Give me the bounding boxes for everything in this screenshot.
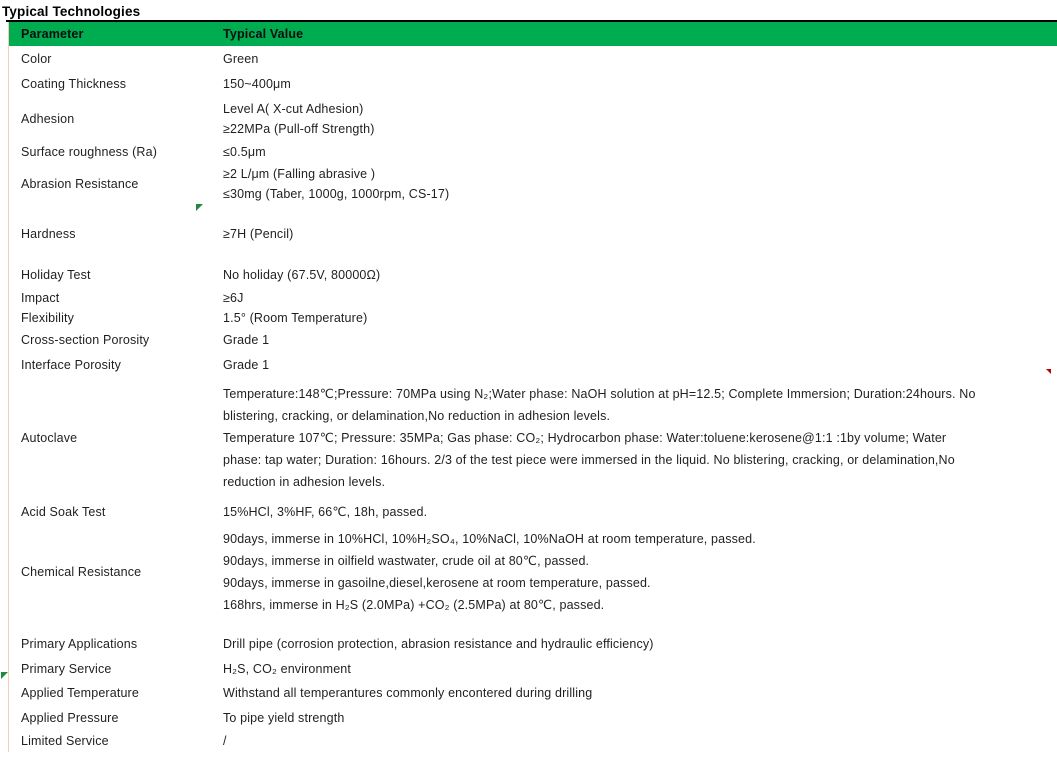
parameter-cell: Impact (21, 291, 60, 305)
value-cell (223, 708, 1057, 728)
table-row (9, 352, 1057, 378)
table-row (9, 498, 1057, 526)
value-cell (223, 308, 1057, 328)
table-row (9, 71, 1057, 97)
value-line: Temperature:148℃;Pressure: 70MPa using N₂;Water phase: NaOH solution at pH=12.5; Complete Immersion; Duration:24hours. No (223, 387, 976, 401)
value-line: ≤0.5μm (223, 144, 266, 159)
value-line: / (223, 734, 227, 748)
value-line: 168hrs, immerse in H₂S (2.0MPa) +CO₂ (2.5MPa) at 80℃, passed. (223, 598, 605, 612)
parameter-cell: Interface Porosity (21, 358, 121, 372)
table-row (9, 526, 1057, 618)
value-line: Drill pipe (corrosion protection, abrasion resistance and hydraulic efficiency) (223, 637, 654, 651)
parameter-cell: Coating Thickness (21, 77, 127, 91)
value-cell (223, 74, 1057, 94)
value-cell (223, 355, 1057, 375)
red-corner-marker-icon (1046, 369, 1051, 374)
value-line: ≥2 L/μm (Falling abrasive ) (223, 167, 376, 181)
value-line: ≥6J (223, 291, 244, 305)
table-row (9, 328, 1057, 352)
value-line: Withstand all temperantures commonly encontered during drilling (223, 685, 593, 700)
parameter-cell: Primary Service (21, 661, 112, 676)
value-line: 90days, immerse in oilfield wastwater, crude oil at 80℃, passed. (223, 554, 590, 568)
green-corner-marker-icon (1, 672, 8, 679)
value-cell (223, 330, 1057, 350)
value-line: ≥22MPa (Pull-off Strength) (223, 122, 375, 136)
value-line: Green (223, 51, 259, 66)
table-row (9, 162, 1057, 206)
value-cell (223, 383, 1057, 493)
value-cell (223, 288, 1057, 308)
table-row (9, 262, 1057, 288)
table-row (9, 288, 1057, 308)
value-line: Grade 1 (223, 333, 270, 347)
parameter-cell: Acid Soak Test (21, 505, 106, 519)
table-header-row (9, 22, 1057, 46)
value-cell (223, 528, 1057, 616)
value-cell (223, 99, 1057, 139)
value-line: phase: tap water; Duration: 16hours. 2/3 of the test piece were immersed in the liquid. No blistering, cracking, or delamination,No (223, 453, 955, 467)
value-cell (223, 49, 1057, 69)
value-line: Level A( X-cut Adhesion) (223, 102, 364, 116)
spec-table (8, 22, 1057, 752)
table-row (9, 46, 1057, 71)
parameter-cell: Applied Temperature (21, 685, 139, 700)
value-line: blistering, cracking, or delamination,No reduction in adhesion levels. (223, 409, 611, 423)
value-line: 90days, immerse in 10%HCl, 10%H₂SO₄, 10%NaCl, 10%NaOH at room temperature, passed. (223, 532, 756, 546)
value-cell (223, 502, 1057, 522)
parameter-cell: Applied Pressure (21, 710, 119, 725)
value-cell (223, 634, 1057, 654)
parameter-cell: Chemical Resistance (21, 565, 142, 579)
value-line: ≥7H (Pencil) (223, 227, 294, 241)
table-row (9, 657, 1057, 680)
parameter-cell: Holiday Test (21, 268, 91, 282)
table-row (9, 97, 1057, 141)
parameter-cell: Surface roughness (Ra) (21, 144, 158, 159)
value-line: 15%HCl, 3%HF, 66℃, 18h, passed. (223, 505, 428, 519)
value-line: ≤30mg (Taber, 1000g, 1000rpm, CS-17) (223, 187, 450, 201)
value-line: To pipe yield strength (223, 710, 345, 725)
table-row (9, 141, 1057, 162)
value-cell (223, 683, 1057, 703)
table-body (9, 46, 1057, 752)
value-line: 90days, immerse in gasoilne,diesel,kerosene at room temperature, passed. (223, 576, 651, 590)
value-line: reduction in adhesion levels. (223, 475, 386, 489)
parameter-cell: Autoclave (21, 431, 78, 445)
parameter-cell: Hardness (21, 227, 76, 241)
parameter-cell: Limited Service (21, 734, 109, 748)
value-line: 150~400μm (223, 77, 291, 91)
page-title: Typical Technologies (2, 4, 141, 19)
parameter-cell: Flexibility (21, 311, 75, 325)
table-row (9, 378, 1057, 498)
value-cell (223, 265, 1057, 285)
column-header-typical-value: Typical Value (223, 27, 304, 41)
value-cell (223, 731, 1057, 751)
parameter-cell: Adhesion (21, 112, 75, 126)
parameter-cell: Cross-section Porosity (21, 333, 150, 347)
table-row (9, 308, 1057, 328)
value-line: Grade 1 (223, 358, 270, 372)
parameter-cell: Color (21, 51, 52, 66)
table-row (9, 631, 1057, 657)
parameter-cell: Primary Applications (21, 637, 138, 651)
table-row (9, 705, 1057, 730)
table-row (9, 206, 1057, 262)
value-line: No holiday (67.5V, 80000Ω) (223, 268, 381, 282)
value-line: Temperature 107℃; Pressure: 35MPa; Gas phase: CO₂; Hydrocarbon phase: Water:toluene:kerosene@1:1 :1by volume; Water (223, 431, 947, 445)
value-cell (223, 659, 1057, 679)
value-line: H₂S, CO₂ environment (223, 661, 352, 676)
value-cell (223, 224, 1057, 244)
value-cell (223, 142, 1057, 162)
green-corner-marker-icon (196, 204, 203, 211)
table-row (9, 680, 1057, 705)
column-header-parameter: Parameter (21, 27, 84, 41)
table-row (9, 730, 1057, 752)
value-cell (223, 164, 1057, 204)
parameter-cell: Abrasion Resistance (21, 177, 139, 191)
value-line: 1.5° (Room Temperature) (223, 311, 368, 325)
